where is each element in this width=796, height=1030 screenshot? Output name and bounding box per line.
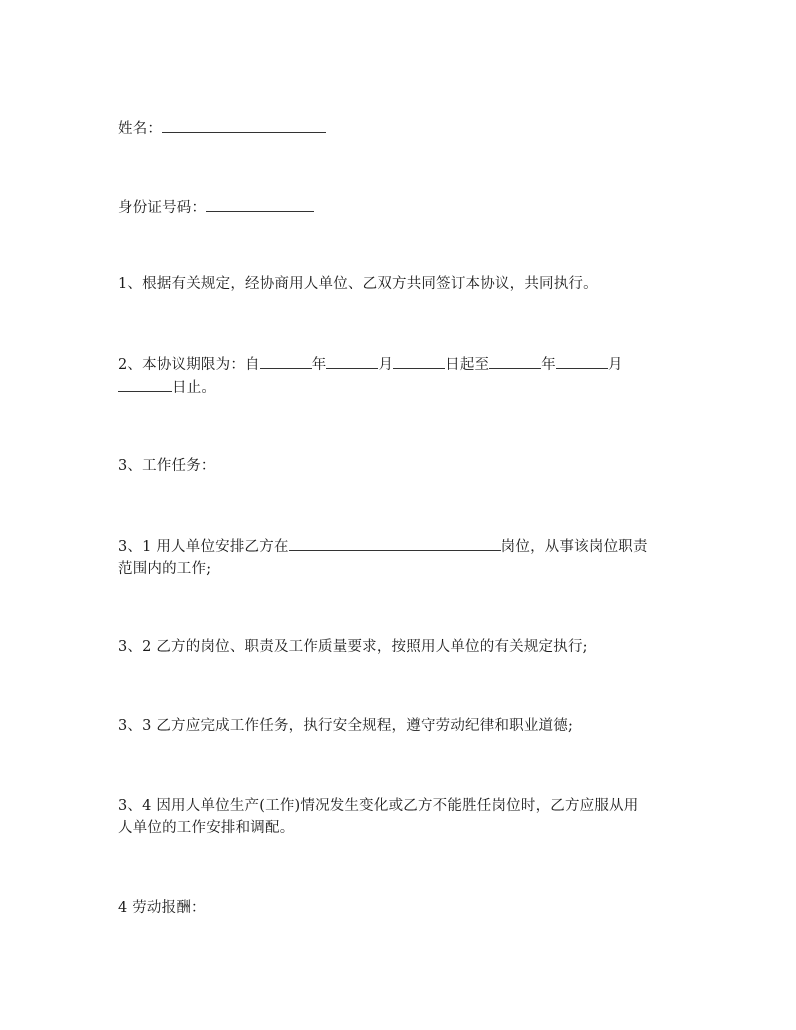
clause-3-1-suffix: 岗位，从事该岗位职责 <box>500 539 648 555</box>
clause-3-3 <box>118 715 678 737</box>
clause-3-1-line-2: 范围内的工作; <box>118 561 212 577</box>
start-year-label: 年 <box>311 357 327 373</box>
clause-3-4-line-1: 3、4 因用人单位生产(工作)情况发生变化或乙方不能胜任岗位时，乙方应服从用 <box>118 798 639 814</box>
end-month-blank[interactable] <box>556 353 608 369</box>
clause-3-1 <box>118 535 678 580</box>
clause-2-line-2 <box>118 376 678 399</box>
clause-3-3-text: 3、3 乙方应完成工作任务，执行安全规程，遵守劳动纪律和职业道德; <box>118 718 574 734</box>
id-number-label: 身份证号码： <box>118 200 207 216</box>
name-line <box>118 117 678 140</box>
clause-2-line-1 <box>118 353 678 376</box>
end-month-label: 月 <box>607 357 623 373</box>
position-blank[interactable] <box>289 535 501 551</box>
name-blank[interactable] <box>162 117 326 133</box>
term-prefix: 2、本协议期限为：自 <box>118 357 260 373</box>
clause-1 <box>118 273 678 295</box>
start-month-label: 月 <box>378 357 394 373</box>
id-number-blank[interactable] <box>206 196 314 212</box>
clause-3-2-text: 3、2 乙方的岗位、职责及工作质量要求，按照用人单位的有关规定执行; <box>118 639 588 655</box>
clause-3-1-line-1 <box>118 535 678 558</box>
clause-3-2 <box>118 636 678 658</box>
end-year-blank[interactable] <box>489 353 541 369</box>
start-year-blank[interactable] <box>260 353 312 369</box>
clause-3-title <box>118 455 678 477</box>
clause-2 <box>118 353 678 399</box>
id-number-line <box>118 196 678 219</box>
end-year-label: 年 <box>541 357 556 373</box>
start-day-blank[interactable] <box>393 353 445 369</box>
end-day-blank[interactable] <box>118 376 172 392</box>
clause-4-title <box>118 897 678 919</box>
end-day-label: 日止。 <box>172 380 217 396</box>
clause-3-4-line-2: 人单位的工作安排和调配。 <box>118 820 295 836</box>
clause-4-title-text: 4 劳动报酬： <box>118 900 206 916</box>
clause-3-1-prefix: 3、1 用人单位安排乙方在 <box>118 539 289 555</box>
clause-3-title-text: 3、工作任务： <box>118 458 216 474</box>
start-month-blank[interactable] <box>326 353 378 369</box>
name-label: 姓名： <box>118 121 163 137</box>
clause-3-4 <box>118 795 678 839</box>
start-day-label: 日起至 <box>445 357 490 373</box>
clause-1-text: 1、根据有关规定，经协商用人单位、乙双方共同签订本协议，共同执行。 <box>118 276 598 292</box>
